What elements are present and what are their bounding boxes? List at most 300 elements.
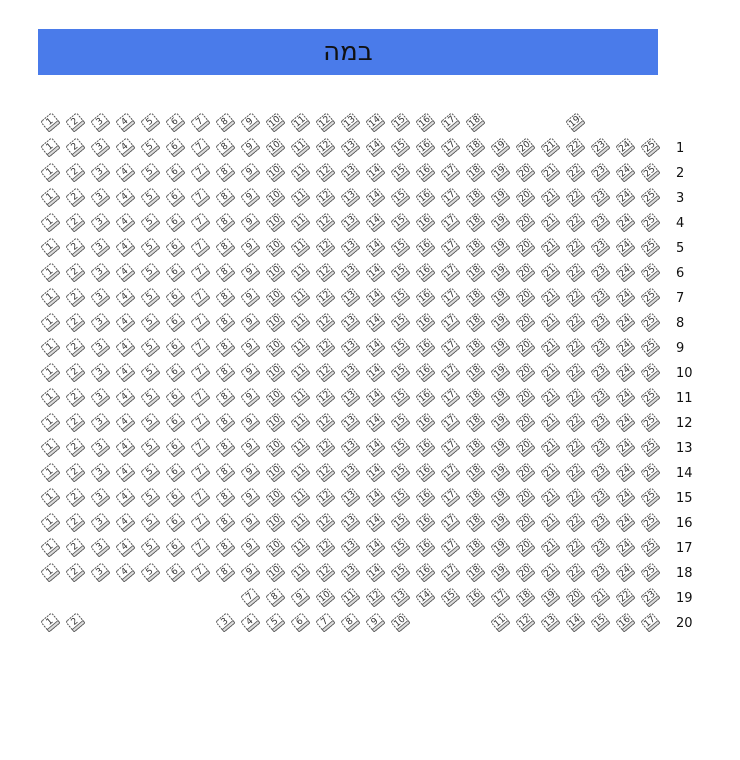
seat[interactable] — [490, 212, 510, 232]
seat[interactable] — [515, 387, 535, 407]
seat[interactable] — [40, 362, 60, 382]
seat[interactable] — [615, 362, 635, 382]
seat[interactable] — [390, 562, 410, 582]
seat[interactable] — [490, 262, 510, 282]
seat[interactable] — [115, 312, 135, 332]
seat[interactable] — [90, 287, 110, 307]
seat[interactable] — [540, 487, 560, 507]
seat[interactable] — [215, 187, 235, 207]
seat[interactable] — [65, 462, 85, 482]
seat[interactable] — [615, 462, 635, 482]
seat[interactable] — [590, 587, 610, 607]
seat[interactable] — [90, 387, 110, 407]
seat[interactable] — [65, 237, 85, 257]
seat[interactable] — [65, 512, 85, 532]
seat[interactable] — [165, 237, 185, 257]
seat[interactable] — [415, 237, 435, 257]
seat[interactable] — [390, 462, 410, 482]
seat[interactable] — [65, 162, 85, 182]
seat[interactable] — [315, 162, 335, 182]
seat[interactable] — [540, 512, 560, 532]
seat[interactable] — [165, 387, 185, 407]
seat[interactable] — [340, 362, 360, 382]
seat[interactable] — [590, 137, 610, 157]
seat[interactable] — [390, 537, 410, 557]
seat[interactable] — [190, 137, 210, 157]
seat[interactable] — [540, 262, 560, 282]
seat[interactable] — [465, 387, 485, 407]
seat[interactable] — [115, 537, 135, 557]
seat[interactable] — [140, 437, 160, 457]
seat[interactable] — [465, 562, 485, 582]
seat[interactable] — [515, 462, 535, 482]
seat[interactable] — [365, 162, 385, 182]
seat[interactable] — [240, 212, 260, 232]
seat[interactable] — [240, 312, 260, 332]
seat[interactable] — [115, 387, 135, 407]
seat[interactable] — [265, 112, 285, 132]
seat[interactable] — [540, 387, 560, 407]
seat[interactable] — [340, 337, 360, 357]
seat[interactable] — [90, 262, 110, 282]
seat[interactable] — [365, 412, 385, 432]
seat[interactable] — [440, 462, 460, 482]
seat[interactable] — [90, 437, 110, 457]
seat[interactable] — [315, 437, 335, 457]
seat[interactable] — [615, 237, 635, 257]
seat[interactable] — [240, 387, 260, 407]
seat[interactable] — [440, 137, 460, 157]
seat[interactable] — [540, 587, 560, 607]
seat[interactable] — [490, 437, 510, 457]
seat[interactable] — [515, 312, 535, 332]
seat[interactable] — [115, 462, 135, 482]
seat[interactable] — [365, 337, 385, 357]
seat[interactable] — [65, 137, 85, 157]
seat[interactable] — [165, 337, 185, 357]
seat[interactable] — [190, 237, 210, 257]
seat[interactable] — [540, 237, 560, 257]
seat[interactable] — [140, 137, 160, 157]
seat[interactable] — [540, 312, 560, 332]
seat[interactable] — [615, 512, 635, 532]
seat[interactable] — [90, 137, 110, 157]
seat[interactable] — [265, 487, 285, 507]
seat[interactable] — [540, 362, 560, 382]
seat[interactable] — [115, 512, 135, 532]
seat[interactable] — [165, 437, 185, 457]
seat[interactable] — [515, 237, 535, 257]
seat[interactable] — [40, 262, 60, 282]
seat[interactable] — [165, 112, 185, 132]
seat[interactable] — [315, 187, 335, 207]
seat[interactable] — [215, 537, 235, 557]
seat[interactable] — [390, 387, 410, 407]
seat[interactable] — [90, 412, 110, 432]
seat[interactable] — [190, 312, 210, 332]
seat[interactable] — [340, 187, 360, 207]
seat[interactable] — [390, 287, 410, 307]
seat[interactable] — [340, 537, 360, 557]
seat[interactable] — [40, 462, 60, 482]
seat[interactable] — [390, 412, 410, 432]
seat[interactable] — [265, 287, 285, 307]
seat[interactable] — [240, 112, 260, 132]
seat[interactable] — [290, 212, 310, 232]
seat[interactable] — [415, 312, 435, 332]
seat[interactable] — [315, 312, 335, 332]
seat[interactable] — [290, 262, 310, 282]
seat[interactable] — [190, 187, 210, 207]
seat[interactable] — [415, 162, 435, 182]
seat[interactable] — [265, 512, 285, 532]
seat[interactable] — [315, 387, 335, 407]
seat[interactable] — [365, 287, 385, 307]
seat[interactable] — [165, 412, 185, 432]
seat[interactable] — [565, 237, 585, 257]
seat[interactable] — [590, 512, 610, 532]
seat[interactable] — [40, 162, 60, 182]
seat[interactable] — [615, 562, 635, 582]
seat[interactable] — [615, 137, 635, 157]
seat[interactable] — [40, 612, 60, 632]
seat[interactable] — [40, 237, 60, 257]
seat[interactable] — [540, 612, 560, 632]
seat[interactable] — [115, 237, 135, 257]
seat[interactable] — [540, 212, 560, 232]
seat[interactable] — [190, 437, 210, 457]
seat[interactable] — [465, 162, 485, 182]
seat[interactable] — [540, 187, 560, 207]
seat[interactable] — [240, 337, 260, 357]
seat[interactable] — [290, 387, 310, 407]
seat[interactable] — [390, 437, 410, 457]
seat[interactable] — [190, 262, 210, 282]
seat[interactable] — [390, 112, 410, 132]
seat[interactable] — [215, 612, 235, 632]
seat[interactable] — [365, 587, 385, 607]
seat[interactable] — [240, 537, 260, 557]
seat[interactable] — [565, 562, 585, 582]
seat[interactable] — [440, 187, 460, 207]
seat[interactable] — [240, 287, 260, 307]
seat[interactable] — [340, 612, 360, 632]
seat[interactable] — [215, 462, 235, 482]
seat[interactable] — [315, 337, 335, 357]
seat[interactable] — [440, 562, 460, 582]
seat[interactable] — [340, 312, 360, 332]
seat[interactable] — [440, 412, 460, 432]
seat[interactable] — [590, 387, 610, 407]
seat[interactable] — [290, 312, 310, 332]
seat[interactable] — [190, 487, 210, 507]
seat[interactable] — [490, 487, 510, 507]
seat[interactable] — [140, 337, 160, 357]
seat[interactable] — [390, 587, 410, 607]
seat[interactable] — [565, 112, 585, 132]
seat[interactable] — [165, 562, 185, 582]
seat[interactable] — [40, 212, 60, 232]
seat[interactable] — [615, 337, 635, 357]
seat[interactable] — [190, 412, 210, 432]
seat[interactable] — [240, 262, 260, 282]
seat[interactable] — [440, 387, 460, 407]
seat[interactable] — [640, 387, 660, 407]
seat[interactable] — [465, 537, 485, 557]
seat[interactable] — [215, 212, 235, 232]
seat[interactable] — [465, 337, 485, 357]
seat[interactable] — [115, 412, 135, 432]
seat[interactable] — [140, 512, 160, 532]
seat[interactable] — [465, 237, 485, 257]
seat[interactable] — [65, 112, 85, 132]
seat[interactable] — [390, 337, 410, 357]
seat[interactable] — [440, 362, 460, 382]
seat[interactable] — [490, 612, 510, 632]
seat[interactable] — [40, 412, 60, 432]
seat[interactable] — [590, 337, 610, 357]
seat[interactable] — [65, 412, 85, 432]
seat[interactable] — [115, 212, 135, 232]
seat[interactable] — [265, 337, 285, 357]
seat[interactable] — [190, 287, 210, 307]
seat[interactable] — [265, 312, 285, 332]
seat[interactable] — [65, 312, 85, 332]
seat[interactable] — [265, 212, 285, 232]
seat[interactable] — [415, 412, 435, 432]
seat[interactable] — [240, 612, 260, 632]
seat[interactable] — [265, 262, 285, 282]
seat[interactable] — [290, 612, 310, 632]
seat[interactable] — [165, 137, 185, 157]
seat[interactable] — [440, 487, 460, 507]
seat[interactable] — [315, 562, 335, 582]
seat[interactable] — [315, 412, 335, 432]
seat[interactable] — [590, 612, 610, 632]
seat[interactable] — [515, 337, 535, 357]
seat[interactable] — [640, 137, 660, 157]
seat[interactable] — [315, 462, 335, 482]
seat[interactable] — [290, 137, 310, 157]
seat[interactable] — [540, 337, 560, 357]
seat[interactable] — [115, 162, 135, 182]
seat[interactable] — [590, 412, 610, 432]
seat[interactable] — [65, 287, 85, 307]
seat[interactable] — [590, 487, 610, 507]
seat[interactable] — [40, 137, 60, 157]
seat[interactable] — [465, 187, 485, 207]
seat[interactable] — [40, 287, 60, 307]
seat[interactable] — [240, 587, 260, 607]
seat[interactable] — [615, 587, 635, 607]
seat[interactable] — [640, 562, 660, 582]
seat[interactable] — [565, 462, 585, 482]
seat[interactable] — [465, 512, 485, 532]
seat[interactable] — [190, 512, 210, 532]
seat[interactable] — [490, 362, 510, 382]
seat[interactable] — [40, 387, 60, 407]
seat[interactable] — [65, 262, 85, 282]
seat[interactable] — [315, 137, 335, 157]
seat[interactable] — [440, 312, 460, 332]
seat[interactable] — [140, 387, 160, 407]
seat[interactable] — [465, 462, 485, 482]
seat[interactable] — [565, 162, 585, 182]
seat[interactable] — [415, 337, 435, 357]
seat[interactable] — [640, 212, 660, 232]
seat[interactable] — [40, 312, 60, 332]
seat[interactable] — [440, 437, 460, 457]
seat[interactable] — [315, 212, 335, 232]
seat[interactable] — [290, 337, 310, 357]
seat[interactable] — [265, 537, 285, 557]
seat[interactable] — [265, 462, 285, 482]
seat[interactable] — [290, 287, 310, 307]
seat[interactable] — [590, 362, 610, 382]
seat[interactable] — [115, 262, 135, 282]
seat[interactable] — [640, 262, 660, 282]
seat[interactable] — [215, 162, 235, 182]
seat[interactable] — [65, 212, 85, 232]
seat[interactable] — [465, 437, 485, 457]
seat[interactable] — [465, 212, 485, 232]
seat[interactable] — [615, 537, 635, 557]
seat[interactable] — [390, 612, 410, 632]
seat[interactable] — [365, 437, 385, 457]
seat[interactable] — [440, 537, 460, 557]
seat[interactable] — [215, 437, 235, 457]
seat[interactable] — [540, 537, 560, 557]
seat[interactable] — [565, 537, 585, 557]
seat[interactable] — [190, 337, 210, 357]
seat[interactable] — [90, 562, 110, 582]
seat[interactable] — [515, 537, 535, 557]
seat[interactable] — [390, 262, 410, 282]
seat[interactable] — [165, 462, 185, 482]
seat[interactable] — [265, 162, 285, 182]
seat[interactable] — [290, 562, 310, 582]
seat[interactable] — [615, 387, 635, 407]
seat[interactable] — [90, 462, 110, 482]
seat[interactable] — [315, 362, 335, 382]
seat[interactable] — [140, 237, 160, 257]
seat[interactable] — [290, 412, 310, 432]
seat[interactable] — [640, 437, 660, 457]
seat[interactable] — [490, 187, 510, 207]
seat[interactable] — [615, 412, 635, 432]
seat[interactable] — [365, 262, 385, 282]
seat[interactable] — [265, 137, 285, 157]
seat[interactable] — [65, 437, 85, 457]
seat[interactable] — [490, 312, 510, 332]
seat[interactable] — [515, 512, 535, 532]
seat[interactable] — [515, 562, 535, 582]
seat[interactable] — [215, 387, 235, 407]
seat[interactable] — [390, 512, 410, 532]
seat[interactable] — [415, 112, 435, 132]
seat[interactable] — [365, 487, 385, 507]
seat[interactable] — [465, 412, 485, 432]
seat[interactable] — [90, 187, 110, 207]
seat[interactable] — [215, 137, 235, 157]
seat[interactable] — [565, 137, 585, 157]
seat[interactable] — [490, 412, 510, 432]
seat[interactable] — [240, 512, 260, 532]
seat[interactable] — [215, 362, 235, 382]
seat[interactable] — [365, 137, 385, 157]
seat[interactable] — [265, 437, 285, 457]
seat[interactable] — [290, 112, 310, 132]
seat[interactable] — [490, 162, 510, 182]
seat[interactable] — [490, 562, 510, 582]
seat[interactable] — [90, 512, 110, 532]
seat[interactable] — [340, 412, 360, 432]
seat[interactable] — [40, 187, 60, 207]
seat[interactable] — [340, 387, 360, 407]
seat[interactable] — [190, 387, 210, 407]
seat[interactable] — [415, 512, 435, 532]
seat[interactable] — [215, 237, 235, 257]
seat[interactable] — [40, 112, 60, 132]
seat[interactable] — [315, 487, 335, 507]
seat[interactable] — [565, 437, 585, 457]
seat[interactable] — [215, 512, 235, 532]
seat[interactable] — [615, 487, 635, 507]
seat[interactable] — [140, 562, 160, 582]
seat[interactable] — [40, 512, 60, 532]
seat[interactable] — [40, 487, 60, 507]
seat[interactable] — [540, 137, 560, 157]
seat[interactable] — [315, 237, 335, 257]
seat[interactable] — [415, 262, 435, 282]
seat[interactable] — [615, 262, 635, 282]
seat[interactable] — [90, 237, 110, 257]
seat[interactable] — [590, 212, 610, 232]
seat[interactable] — [265, 362, 285, 382]
seat[interactable] — [565, 387, 585, 407]
seat[interactable] — [640, 287, 660, 307]
seat[interactable] — [515, 587, 535, 607]
seat[interactable] — [190, 562, 210, 582]
seat[interactable] — [340, 512, 360, 532]
seat[interactable] — [290, 487, 310, 507]
seat[interactable] — [565, 212, 585, 232]
seat[interactable] — [490, 587, 510, 607]
seat[interactable] — [115, 112, 135, 132]
seat[interactable] — [40, 537, 60, 557]
seat[interactable] — [365, 387, 385, 407]
seat[interactable] — [515, 612, 535, 632]
seat[interactable] — [640, 362, 660, 382]
seat[interactable] — [340, 262, 360, 282]
seat[interactable] — [515, 362, 535, 382]
seat[interactable] — [65, 562, 85, 582]
seat[interactable] — [115, 437, 135, 457]
seat[interactable] — [390, 212, 410, 232]
seat[interactable] — [165, 512, 185, 532]
seat[interactable] — [290, 512, 310, 532]
seat[interactable] — [165, 362, 185, 382]
seat[interactable] — [340, 462, 360, 482]
seat[interactable] — [215, 262, 235, 282]
seat[interactable] — [215, 312, 235, 332]
seat[interactable] — [615, 212, 635, 232]
seat[interactable] — [140, 287, 160, 307]
seat[interactable] — [515, 262, 535, 282]
seat[interactable] — [640, 312, 660, 332]
seat[interactable] — [315, 587, 335, 607]
seat[interactable] — [615, 187, 635, 207]
